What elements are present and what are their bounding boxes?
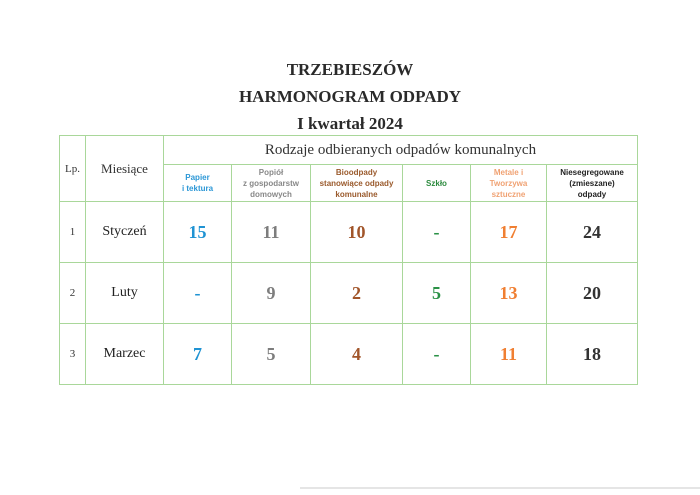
category-mixed-header: Niesegregowane (zmieszane) odpady: [547, 165, 638, 202]
document-subtitle: HARMONOGRAM ODPADY: [238, 87, 462, 106]
waste-schedule-table: [59, 135, 638, 385]
document-period: I kwartał 2024: [297, 114, 403, 133]
paper-date: -: [164, 263, 232, 324]
category-bio-header: Bioodpady stanowiące odpady komunalne: [311, 165, 403, 202]
month-header: Miesiące: [86, 136, 164, 202]
row-number: 2: [60, 263, 86, 324]
metal-plastic-date: 13: [471, 263, 547, 324]
document-title: TRZEBIESZÓW: [286, 60, 414, 79]
mixed-date: 20: [547, 263, 638, 324]
bio-date: 10: [311, 202, 403, 263]
mixed-date: 24: [547, 202, 638, 263]
metal-plastic-date: 17: [471, 202, 547, 263]
bio-date: 4: [311, 324, 403, 385]
bio-date: 2: [311, 263, 403, 324]
scan-edge-divider: [300, 487, 700, 489]
category-ash-header: Popiół z gospodarstw domowych: [232, 165, 311, 202]
table-row: [60, 263, 638, 324]
glass-date: -: [403, 324, 471, 385]
row-number: 3: [60, 324, 86, 385]
month-cell: Marzec: [86, 324, 164, 385]
waste-types-header: Rodzaje odbieranych odpadów komunalnych: [164, 136, 638, 165]
table-row: [60, 324, 638, 385]
glass-date: -: [403, 202, 471, 263]
category-metal-plastic-header: Metale i Tworzywa sztuczne: [471, 165, 547, 202]
paper-date: 7: [164, 324, 232, 385]
metal-plastic-date: 11: [471, 324, 547, 385]
ash-date: 9: [232, 263, 311, 324]
category-paper-header: Papier i tektura: [164, 165, 232, 202]
ash-date: 5: [232, 324, 311, 385]
mixed-date: 18: [547, 324, 638, 385]
paper-date: 15: [164, 202, 232, 263]
category-glass-header: Szkło: [403, 165, 471, 202]
month-cell: Luty: [86, 263, 164, 324]
month-cell: Styczeń: [86, 202, 164, 263]
ash-date: 11: [232, 202, 311, 263]
row-number: 1: [60, 202, 86, 263]
lp-header: Lp.: [60, 136, 86, 202]
glass-date: 5: [403, 263, 471, 324]
table-row: [60, 202, 638, 263]
